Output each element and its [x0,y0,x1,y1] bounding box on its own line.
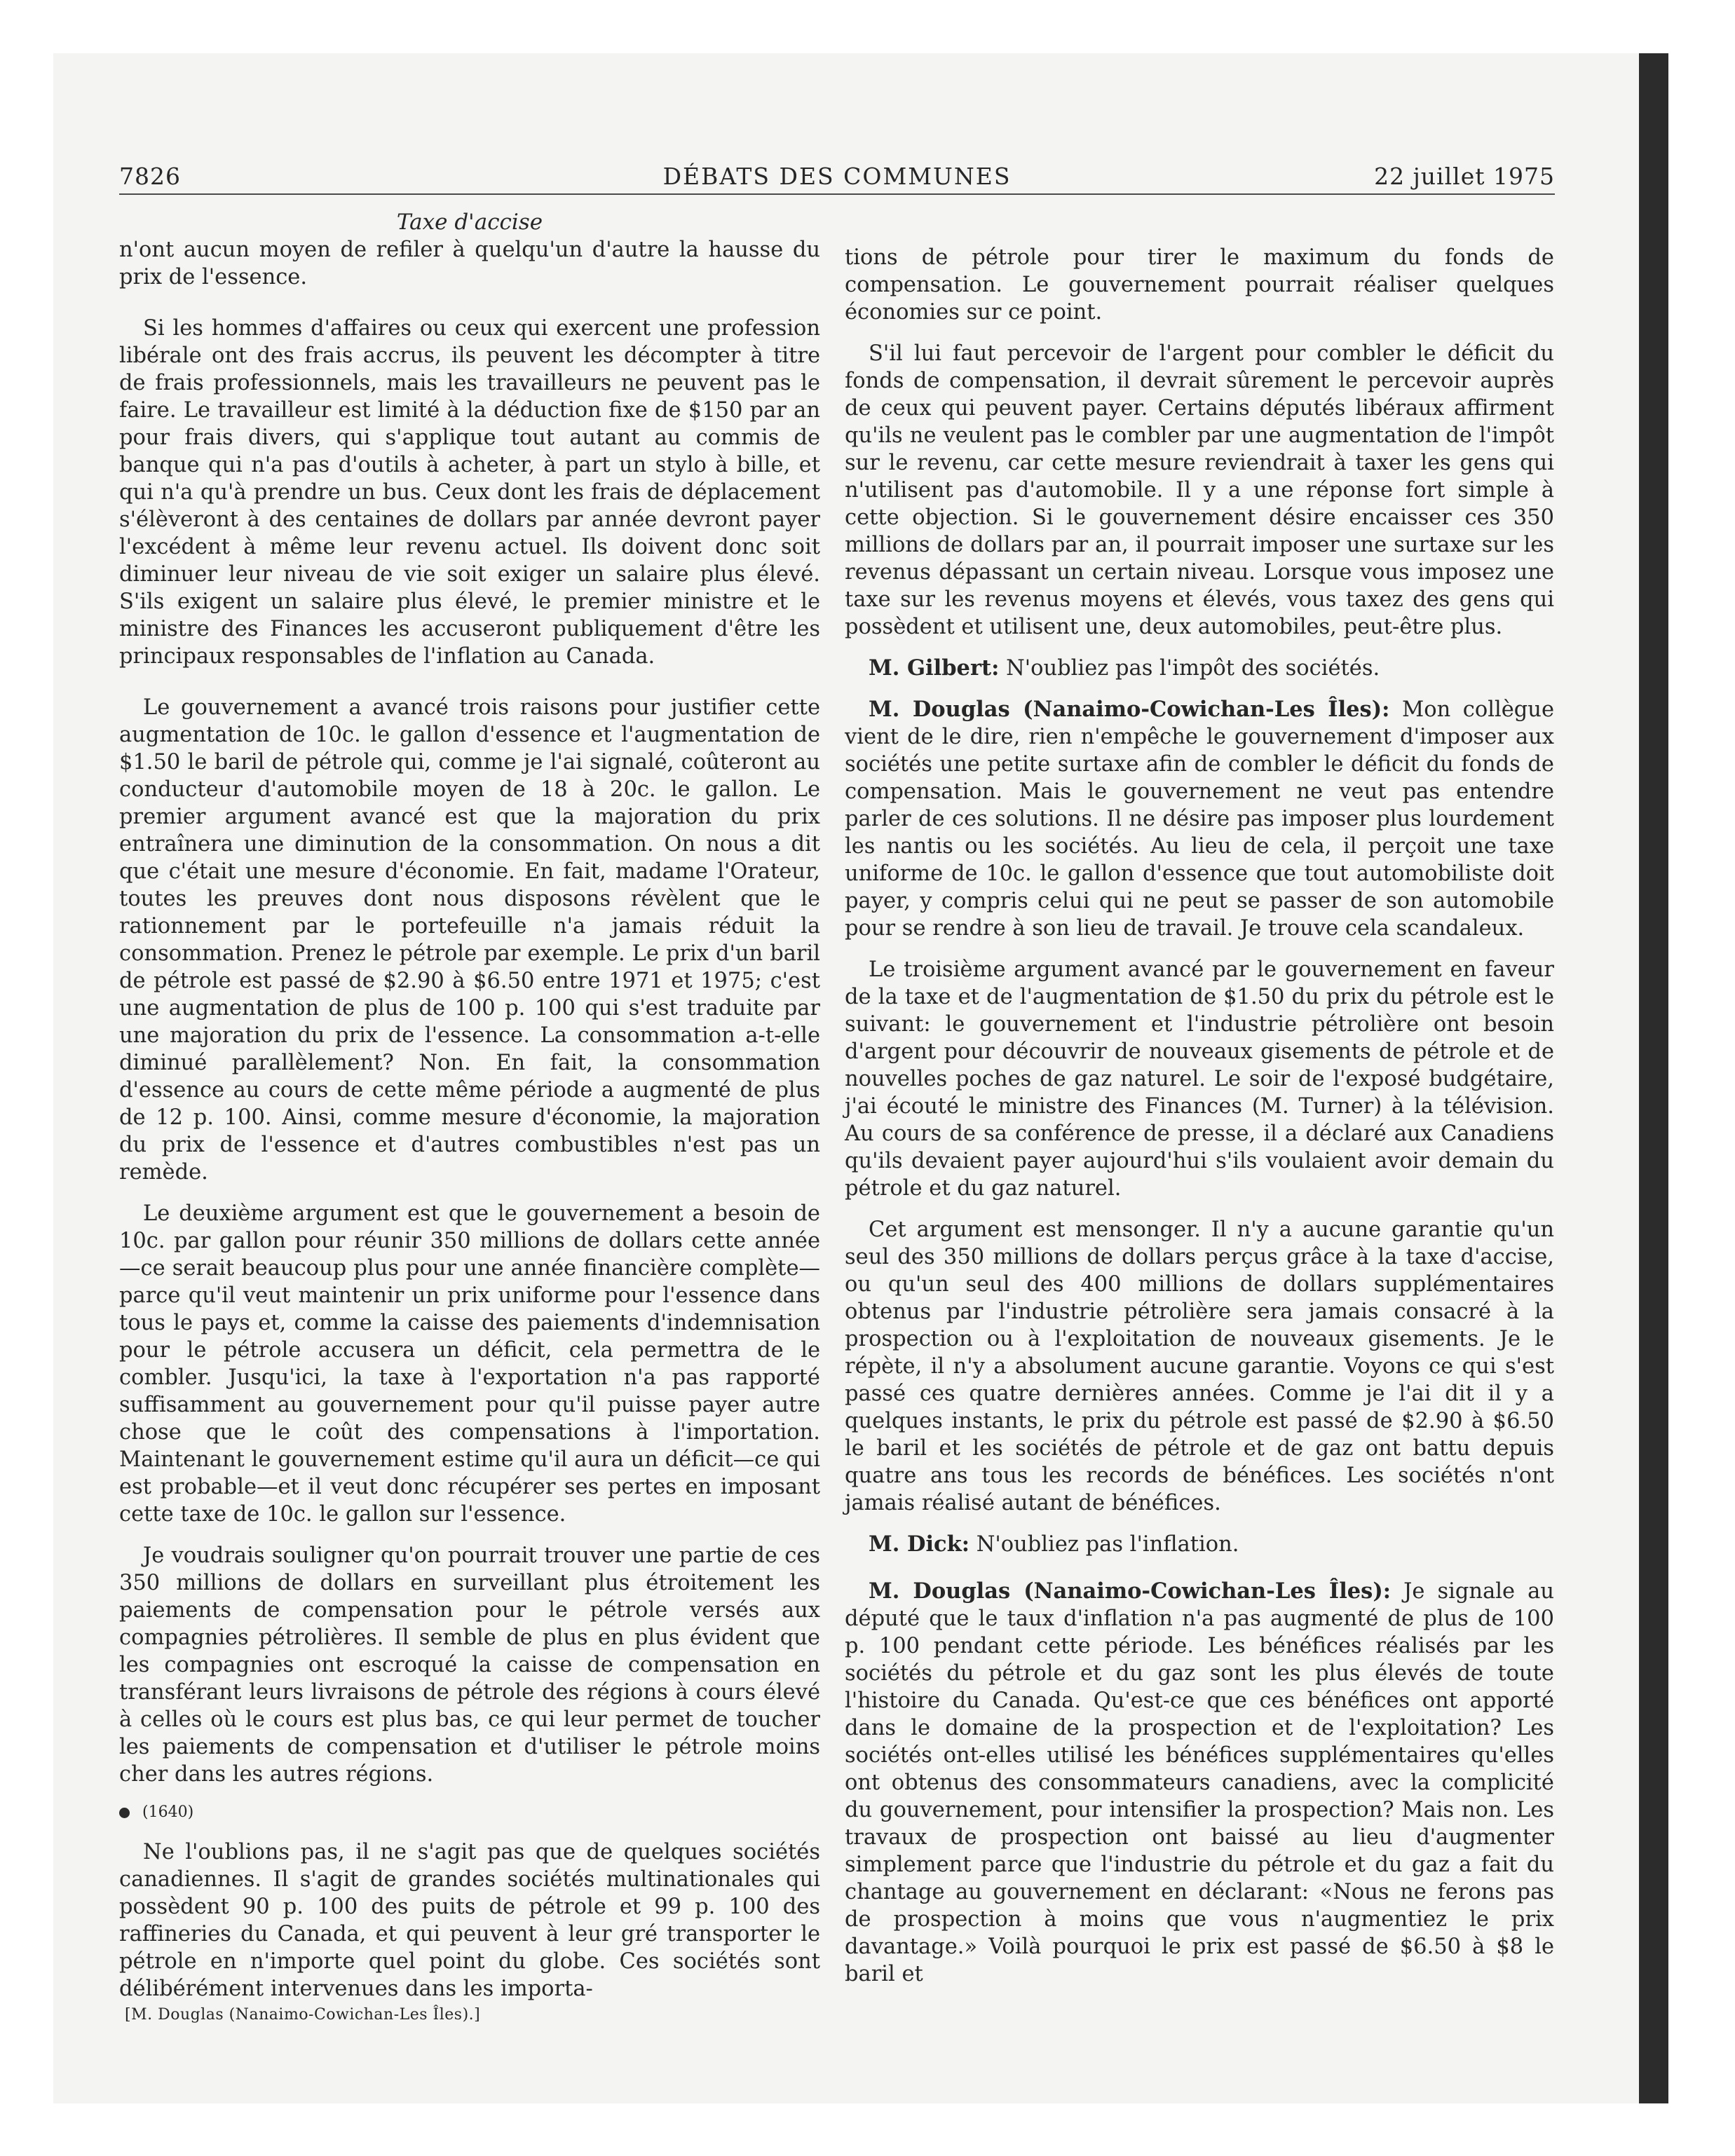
paragraph: n'ont aucun moyen de refiler à quelqu'un d'autre la hausse du prix de l'essence. [119,238,820,289]
speech-text: Je signale au député que le taux d'inflation n'a pas augmenté de plus de 100 p. 100 pendant cette période. Les bénéfices réalisés par les sociétés du pétrole et du gaz sont les plus élevés de toute l'histoire du Canada. Qu'est-ce que ces bénéfices ont apporté dans le domaine de la prospection et de l'exploitation? Les sociétés ont-elles utilisé les bénéfices supplémentaires qu'elles ont obtenus des consommateurs canadiens, avec la complicité du gouvernement, pour intensifier la prospection? Mais non. Les travaux de prospection ont baissé au lieu d'augmenter simplement parce que l'industrie du pétrole et du gaz a fait du chantage au gouvernement en déclarant: «Nous ne ferons pas de prospection à moins que vous n'augmentiez le prix davantage.» Voilà pourquoi le prix est passé de $6.50 à $8 le baril et [845,1579,1554,1986]
paragraph: Le gouvernement a avancé trois raisons pour justifier cette augmentation de 10c. le gallon d'essence et l'augmentation de $1.50 le baril de pétrole qui, comme je l'ai signalé, coûteront au conducteur d'automobile moyen de 18 à 20c. le gallon. Le premier argument avancé est que la majoration du prix entraînera une diminution de la consommation. On nous a dit que c'était une mesure d'économie. En fait, madame l'Orateur, toutes les preuves dont nous disposons révèlent que le rationnement par le portefeuille n'a jamais réduit la consommation. Prenez le pétrole par exemple. Le prix d'un baril de pétrole est passé de $2.90 à $6.50 entre 1971 et 1975; c'est une augmentation de plus de 100 p. 100 qui s'est traduite par une majoration du prix de l'essence. La consommation a-t-elle diminué parallèlement? Non. En fait, la consommation d'essence au cours de cette même période a augmenté de plus de 12 p. 100. Ainsi, comme mesure d'économie, la majoration du prix de l'essence et d'autres combustibles n'est pas un remède. [119,695,820,1185]
paragraph: Cet argument est mensonger. Il n'y a aucune garantie qu'un seul des 350 millions de dollars perçus grâce à la taxe d'accise, ou qu'un seul des 400 millions de dollars supplémentaires obtenus par l'industrie pétrolière sera jamais consacré à la prospection ou à l'exploitation de nouveaux gisements. Je le répète, il n'y a absolument aucune garantie. Voyons ce qui s'est passé ces quatre dernières années. Comme je l'ai dit il y a quelques instants, le prix du pétrole est passé de $2.90 à $6.50 le baril et les sociétés de pétrole et de gaz ont battu depuis quatre ans tous les records de bénéfices. Les sociétés n'ont jamais réalisé autant de bénéfices. [845,1217,1554,1515]
speech [845,1578,1554,1988]
speech-text: N'oubliez pas l'inflation. [976,1532,1239,1557]
paragraph: tions de pétrole pour tirer le maximum du fonds de compensation. Le gouvernement pourrait réaliser quelques économies sur ce point. [845,245,1554,325]
speaker-footnote: [M. Douglas (Nanaimo-Cowichan-Les Îles).] [125,2006,481,2024]
speaker-name: M. Gilbert: [869,655,1000,681]
paragraph: Si les hommes d'affaires ou ceux qui exercent une profession libérale ont des frais accrus, ils peuvent les décompter à titre de frais professionnels, mais les travailleurs ne peuvent pas le faire. Le travailleur est limité à la déduction fixe de $150 par an pour frais divers, qui s'applique tout autant au commis de banque qui n'a pas d'outils à acheter, à part un stylo à bille, et qui n'a qu'à prendre un bus. Ceux dont les frais de déplacement s'élèveront à des centaines de dollars par année devront payer l'excédent à même leur revenu actuel. Ils doivent donc soit diminuer leur niveau de vie soit exiger un salaire plus élevé. S'ils exigent un salaire plus élevé, le premier ministre et le ministre des Finances les accuseront publiquement d'être les principaux responsables de l'inflation au Canada. [119,316,820,669]
speech [845,1531,1554,1558]
speech-text: N'oubliez pas l'impôt des sociétés. [1006,656,1380,681]
speech [845,696,1554,942]
scan-edge [1639,53,1668,2103]
page-date: 22 juillet 1975 [1374,163,1555,190]
right-column [845,244,1554,2002]
speaker-name: M. Douglas (Nanaimo-Cowichan-Les Îles): [869,697,1390,722]
paragraph: Le troisième argument avancé par le gouvernement en faveur de la taxe et de l'augmentation de $1.50 du prix du pétrole est le suivant: le gouvernement et l'industrie pétrolière ont besoin d'argent pour découvrir de nouveaux gisements de pétrole et de nouvelles poches de gaz naturel. Le soir de l'exposé budgétaire, j'ai écouté le ministre des Finances (M. Turner) à la télévision. Au cours de sa conférence de presse, il a déclaré aux Canadiens qu'ils devaient payer aujourd'hui s'ils voulaient avoir demain du pétrole et du gaz naturel. [845,957,1554,1201]
publication-title: DÉBATS DES COMMUNES [662,163,1012,190]
paragraph: Le deuxième argument est que le gouvernement a besoin de 10c. par gallon pour réunir 350 millions de dollars cette année—ce serait beaucoup plus pour une année financière complète—parce qu'il veut maintenir un prix uniforme pour l'essence dans tous le pays et, comme la caisse des paiements d'indemnisation pour le pétrole accusera un déficit, cela permettra de le combler. Jusqu'ici, la taxe à l'exportation n'a pas rapporté suffisamment au gouvernement pour qu'il puisse payer autre chose que le coût des compensations à l'importation. Maintenant le gouvernement estime qu'il aura un déficit—ce qui est probable—et il veut donc récupérer ses pertes en imposant cette taxe de 10c. le gallon sur l'essence. [119,1201,820,1527]
speaker-name: M. Dick: [869,1531,969,1557]
timestamp-text: (1640) [142,1803,194,1821]
bullet-icon [119,1808,130,1818]
left-column [119,203,820,2017]
speech-text: Mon collègue vient de le dire, rien n'empêche le gouvernement d'imposer aux sociétés une petite surtaxe afin de combler le déficit du fonds de compensation. Mais le gouvernement ne veut pas entendre parler de ces solutions. Il ne désire pas imposer plus lourdement les nantis ou les sociétés. Au lieu de cela, il perçoit une taxe uniforme de 10c. le gallon d'essence que tout automobiliste doit payer, y compris celui qui ne peut se passer de son automobile pour se rendre à son lieu de travail. Je trouve cela scandaleux. [845,697,1554,941]
paragraph: Ne l'oublions pas, il ne s'agit pas que de quelques sociétés canadiennes. Il s'agit de grandes sociétés multinationales qui possèdent 90 p. 100 des puits de pétrole et 99 p. 100 des raffineries du Canada, et qui peuvent à leur gré transporter le pétrole en n'importe quel point du globe. Ces sociétés sont délibérément intervenues dans les importa- [119,1840,820,2001]
speech [845,655,1554,682]
paragraph: S'il lui faut percevoir de l'argent pour combler le déficit du fonds de compensation, il devrait sûrement le percevoir auprès de ceux qui peuvent payer. Certains députés libéraux affirment qu'ils ne veulent pas le combler par une augmentation de l'impôt sur le revenu, car cette mesure reviendrait à taxer les gens qui n'utilisent pas d'automobile. Il y a une réponse fort simple à cette objection. Si le gouvernement désire encaisser ces 350 millions de dollars par an, il pourrait imposer une surtaxe sur les revenus dépassant un certain niveau. Lorsque vous imposez une taxe sur les revenus moyens et élevés, vous taxez des gens qui possèdent et utilisent une, deux automobiles, peut-être plus. [845,341,1554,639]
speaker-name: M. Douglas (Nanaimo-Cowichan-Les Îles): [869,1578,1392,1604]
timestamp [119,1802,820,1823]
subject-heading: Taxe d'accise [396,210,543,235]
page-number: 7826 [119,163,181,190]
page-header [119,163,1555,195]
paragraph: Je voudrais souligner qu'on pourrait trouver une partie de ces 350 millions de dollars en surveillant plus étroitement les paiements de compensation pour le pétrole versés aux compagnies pétrolières. Il semble de plus en plus évident que les compagnies ont escroqué la caisse de compensation en transférant leurs livraisons de pétrole des régions à cours élevé à celles où le cours est plus bas, ce qui leur permet de toucher les paiements de compensation et d'utiliser le pétrole moins cher dans les autres régions. [119,1543,820,1787]
